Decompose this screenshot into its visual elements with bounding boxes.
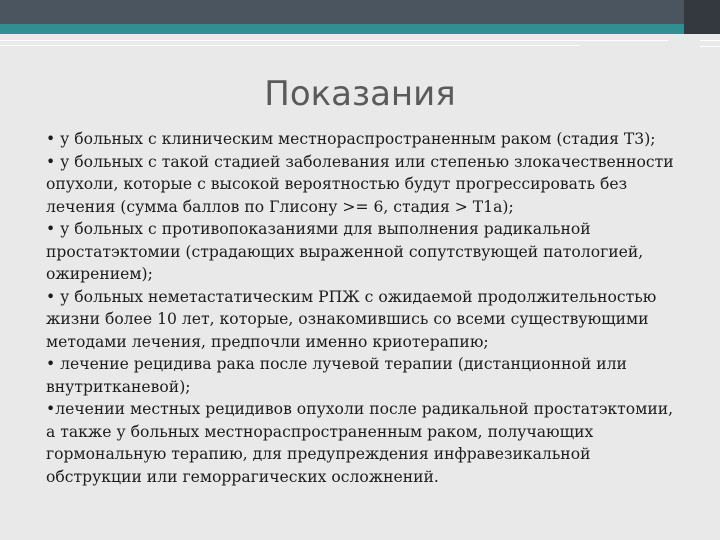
bullet-item-6: •лечении местных рецидивов опухоли после радикальной простатэктомии, а также у больных местнораспространенным раком, получающих гормональную терапию, для предупреждения инфравезикальной обструкции или геморрагических осложнений. [46, 400, 674, 486]
bullet-item-5: • лечение рецидива рака после лучевой терапии (дистанционной или внутритканевой); [46, 355, 627, 396]
bullet-item-1: • у больных с клиническим местнораспространенным раком (стадия Т3); [46, 130, 656, 148]
bullet-item-3: • у больных с противопоказаниями для выполнения радикальной простатэктомии (страдающих выраженной сопутствующей патологией, ожирением); [46, 220, 644, 283]
bullet-item-4: • у больных неметастатическим РПЖ с ожидаемой продолжительностью жизни более 10 лет, которые, ознакомившись со всеми существующими методами лечения, предпочли именно криотерапию; [46, 287, 657, 351]
bullet-item-2: • у больных с такой стадией заболевания или степенью злокачественности опухоли, которые с высокой вероятностью будут прогрессировать без лечения (сумма баллов по Глисону >= 6, стадия > Т1а); [46, 152, 674, 216]
header-band-dark [0, 0, 720, 24]
header-band-teal [0, 24, 720, 34]
slide-title-text: Показания [264, 74, 456, 114]
slide-title [0, 74, 720, 114]
header-rule-1 [0, 40, 668, 41]
header-rule-2 [0, 45, 580, 46]
bullet-list [46, 128, 686, 488]
header-rule-3 [700, 40, 720, 41]
header-corner-block [684, 0, 720, 34]
header-rule-4 [700, 46, 720, 47]
